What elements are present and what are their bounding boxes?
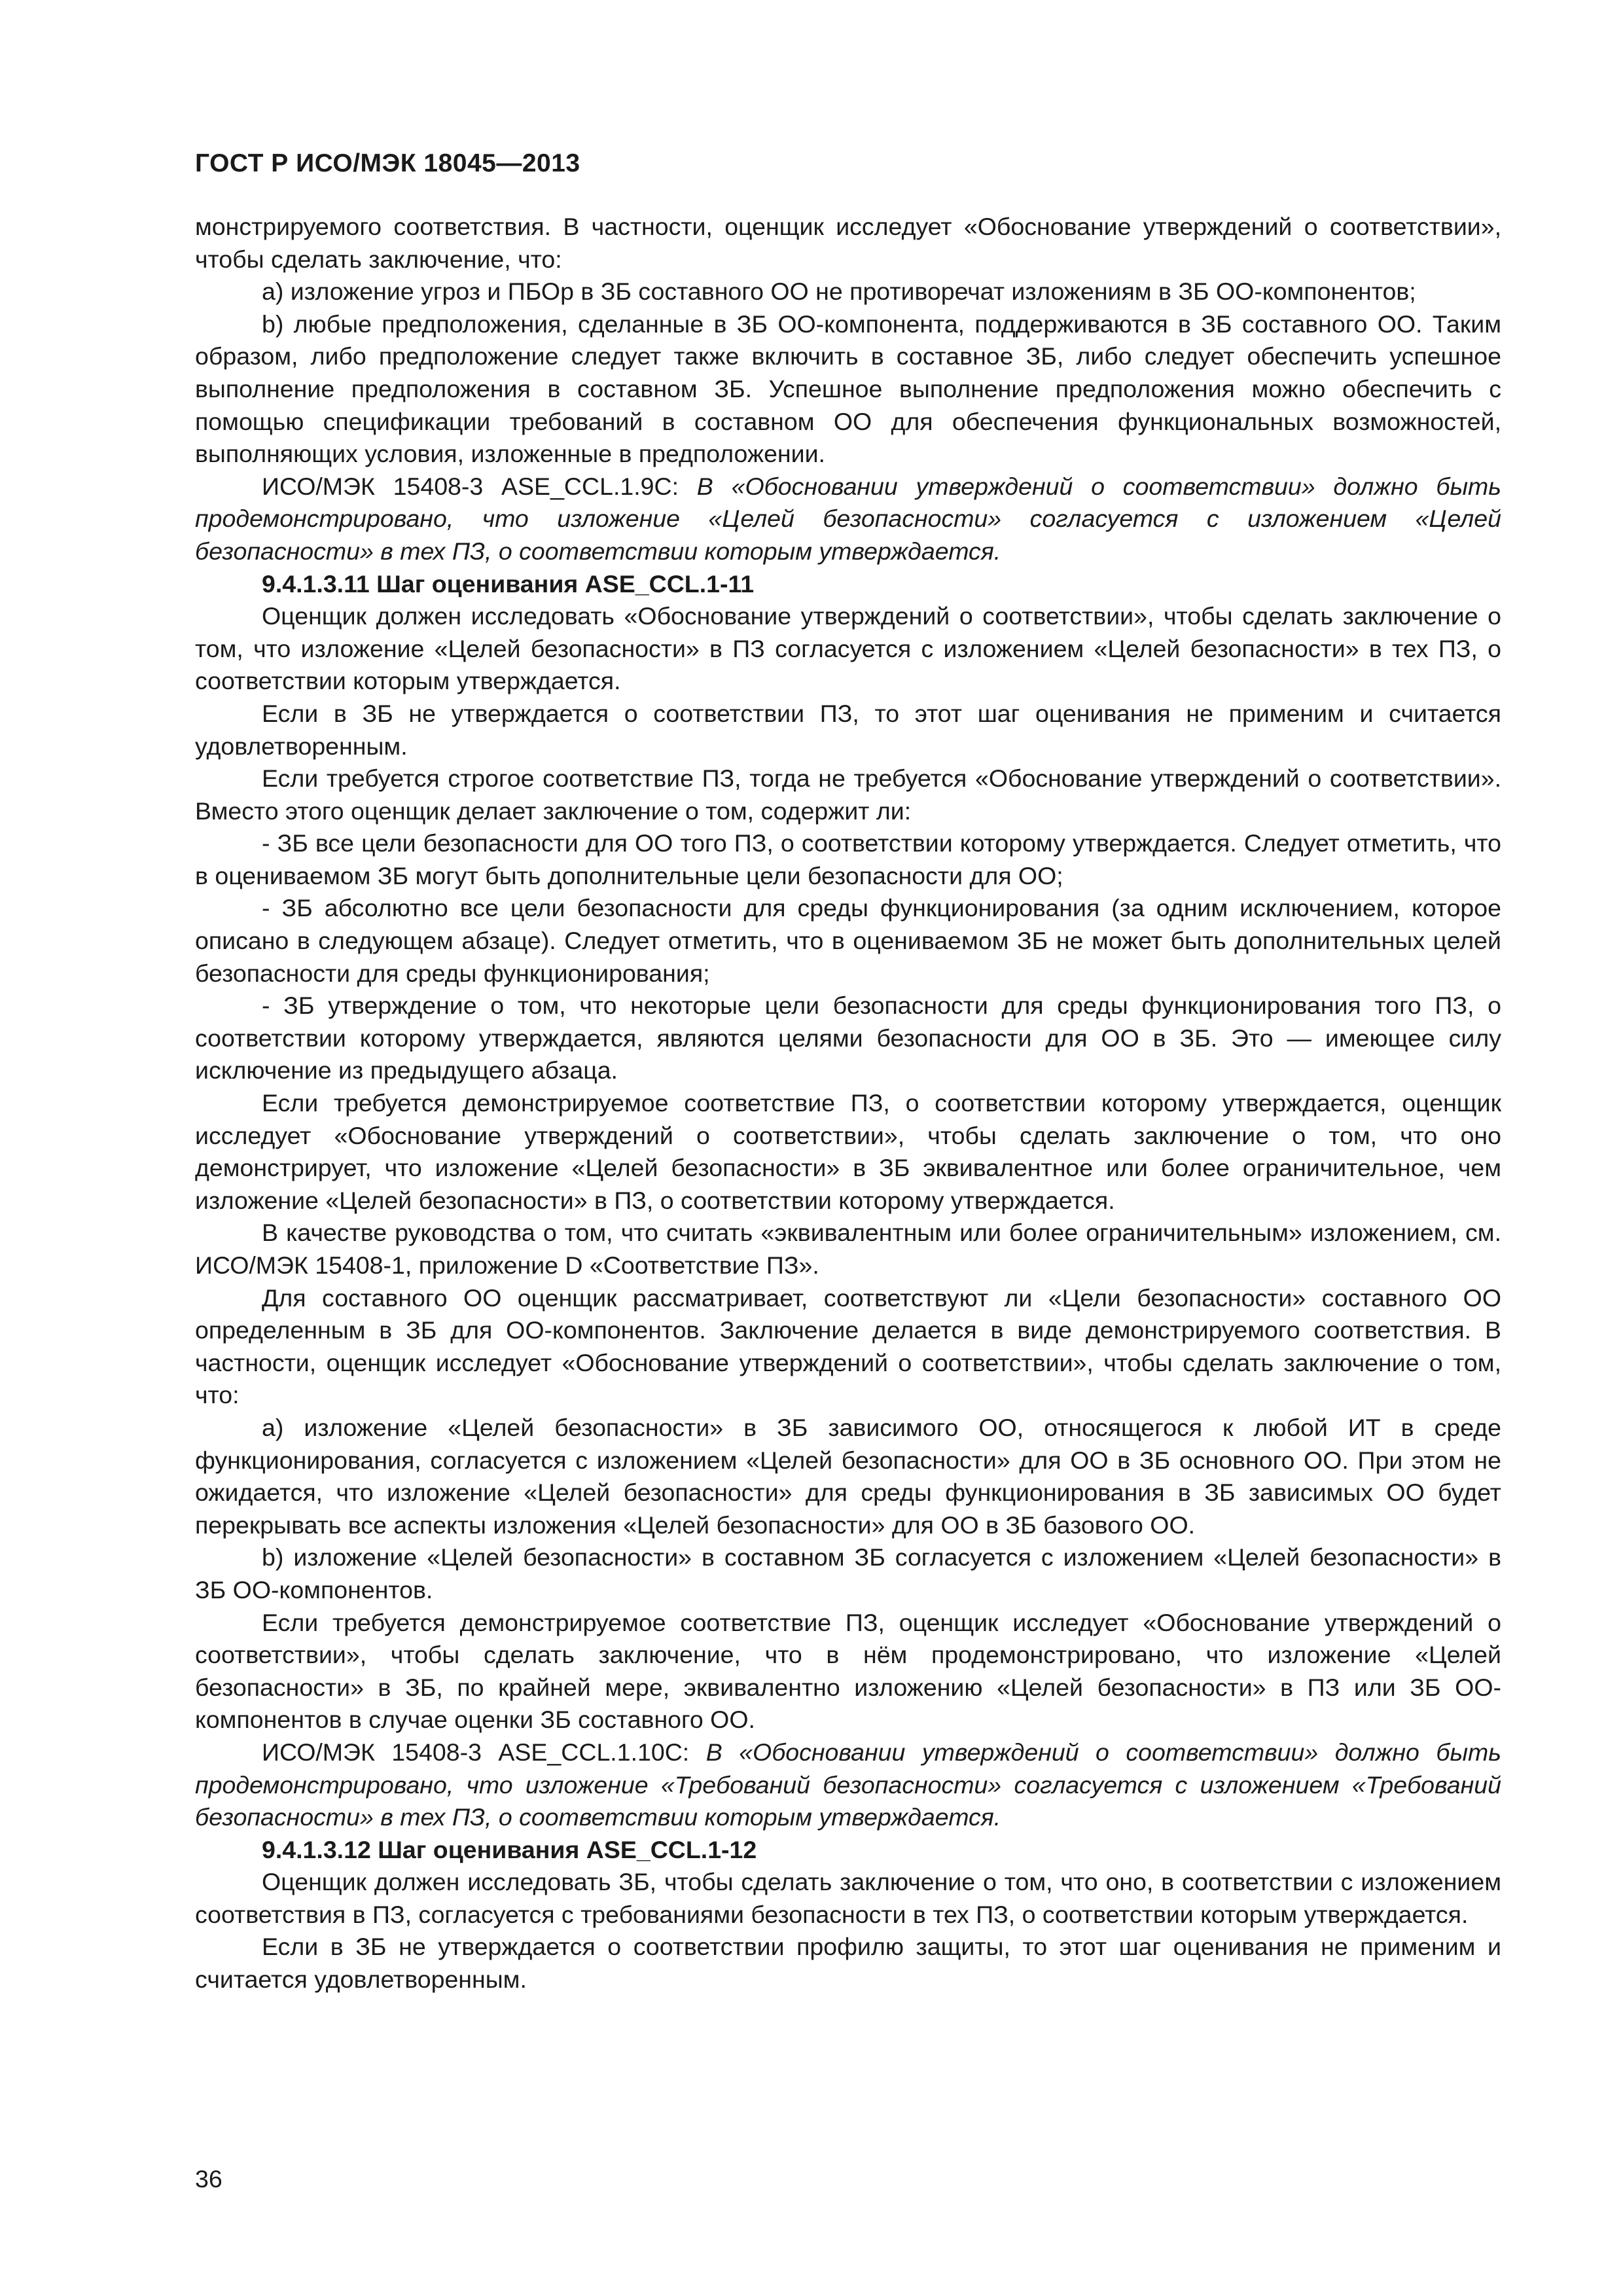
paragraph: Если в ЗБ не утверждается о соответствии профилю защиты, то этот шаг оценивания не применим и считается удовлетворенным.	[195, 1933, 1501, 1994]
requirement-text: В «Обосновании утверждений о соответствии» должно быть продемонстрировано, что изложение «Целей безопасности» согласуется с изложением «Целей безопасности» в тех ПЗ, о соответствии которым утверждается.	[195, 472, 1502, 565]
section-heading: 9.4.1.3.11 Шаг оценивания ASE_CCL.1-11	[262, 569, 755, 598]
paragraph-continuation: монстрируемого соответствия. В частности, оценщик исследует «Обоснование утверждений о соответствии», чтобы сделать заключение, что:	[195, 213, 1501, 273]
dash-list-item: - ЗБ утверждение о том, что некоторые цели безопасности для среды функционирования того ПЗ, о соответствии которому утверждается, являются целями безопасности для ОО в ЗБ. Это — имеющее силу исключение из предыдущего абзаца.	[195, 992, 1501, 1085]
paragraph: Оценщик должен исследовать ЗБ, чтобы сделать заключение о том, что оно, в соответствии с изложением соответствия в ПЗ, согласуется с требованиями безопасности в тех ПЗ, о соответствии которым утверждается.	[195, 1868, 1501, 1928]
paragraph: Оценщик должен исследовать «Обоснование утверждений о соответствии», чтобы сделать заключение о том, что изложение «Целей безопасности» в ПЗ согласуется с изложением «Целей безопасности» в тех ПЗ, о соответствии которым утверждается.	[195, 602, 1501, 695]
paragraph: Для составного ОО оценщик рассматривает, соответствуют ли «Цели безопасности» составного ОО определенным в ЗБ для ОО-компонентов. Заключение делается в виде демонстрируемого соответствия. В частности, оценщик исследует «Обоснование утверждений о соответствии», чтобы сделать заключение о том, что:	[195, 1283, 1501, 1409]
section-heading: 9.4.1.3.12 Шаг оценивания ASE_CCL.1-12	[262, 1835, 757, 1863]
requirement-text: В «Обосновании утверждений о соответствии» должно быть продемонстрировано, что изложение «Требований безопасности» согласуется с изложением «Требований безопасности» в тех ПЗ, о соответствии которым утверждается.	[195, 1738, 1502, 1831]
list-item-a: a) изложение «Целей безопасности» в ЗБ зависимого ОО, относящегося к любой ИТ в среде функционирования, согласуется с изложением «Целей безопасности» для ОО в ЗБ основного ОО. При этом не ожидается, что изложение «Целей безопасности» для среды функционирования в ЗБ зависимых ОО будет перекрывать все аспекты изложения «Целей безопасности» для ОО в ЗБ базового ОО.	[195, 1413, 1501, 1539]
page-number: 36	[195, 2165, 223, 2193]
requirement-reference: ИСО/МЭК 15408-3 ASE_CCL.1.9С:	[262, 472, 697, 500]
paragraph: В качестве руководства о том, что считать «эквивалентным или более ограничительным» изложением, см. ИСО/МЭК 15408-1, приложение D «Соответствие ПЗ».	[195, 1219, 1501, 1279]
document-body	[195, 211, 1501, 1996]
dash-list-item: - ЗБ все цели безопасности для ОО того ПЗ, о соответствии которому утверждается. Следует отметить, что в оцениваемом ЗБ могут быть дополнительные цели безопасности для ОО;	[195, 829, 1501, 889]
requirement-reference: ИСО/МЭК 15408-3 ASE_CCL.1.10С:	[262, 1738, 706, 1766]
requirement-paragraph	[195, 471, 1501, 568]
document-header-title: ГОСТ Р ИСО/МЭК 18045—2013	[195, 149, 580, 177]
paragraph: Если требуется демонстрируемое соответствие ПЗ, о соответствии которому утверждается, оценщик исследует «Обоснование утверждений о соответствии», чтобы сделать заключение о том, что оно демонстрирует, что изложение «Целей безопасности» в ЗБ эквивалентное или более ограничительное, чем изложение «Целей безопасности» в ПЗ, о соответствии которому утверждается.	[195, 1089, 1501, 1214]
list-item-b: b) любые предположения, сделанные в ЗБ ОО-компонента, поддерживаются в ЗБ составного ОО. Таким образом, либо предположение следует также включить в составное ЗБ, либо следует обеспечить успешное выполнение предположения в составном ЗБ. Успешное выполнение предположения можно обеспечить с помощью спецификации требований в составном ОО для обеспечения функциональных возможностей, выполняющих условия, изложенные в предположении.	[195, 310, 1501, 468]
list-item-b: b) изложение «Целей безопасности» в составном ЗБ согласуется с изложением «Целей безопасности» в ЗБ ОО-компонентов.	[195, 1543, 1501, 1604]
list-item-a: a) изложение угроз и ПБОр в ЗБ составного ОО не противоречат изложениям в ЗБ ОО-компонентов;	[262, 278, 1416, 306]
paragraph: Если требуется демонстрируемое соответствие ПЗ, оценщик исследует «Обоснование утверждений о соответствии», чтобы сделать заключение, что в нём продемонстрировано, что изложение «Целей безопасности» в ЗБ, по крайней мере, эквивалентно изложению «Целей безопасности» в ПЗ или ЗБ ОО-компонентов в случае оценки ЗБ составного ОО.	[195, 1608, 1501, 1734]
paragraph: Если требуется строгое соответствие ПЗ, тогда не требуется «Обоснование утверждений о соответствии». Вместо этого оценщик делает заключение о том, содержит ли:	[195, 764, 1501, 825]
paragraph: Если в ЗБ не утверждается о соответствии ПЗ, то этот шаг оценивания не применим и считается удовлетворенным.	[195, 699, 1501, 760]
requirement-paragraph	[195, 1736, 1501, 1834]
dash-list-item: - ЗБ абсолютно все цели безопасности для среды функционирования (за одним исключением, которое описано в следующем абзаце). Следует отметить, что в оцениваемом ЗБ не может быть дополнительных целей безопасности для среды функционирования;	[195, 894, 1501, 987]
